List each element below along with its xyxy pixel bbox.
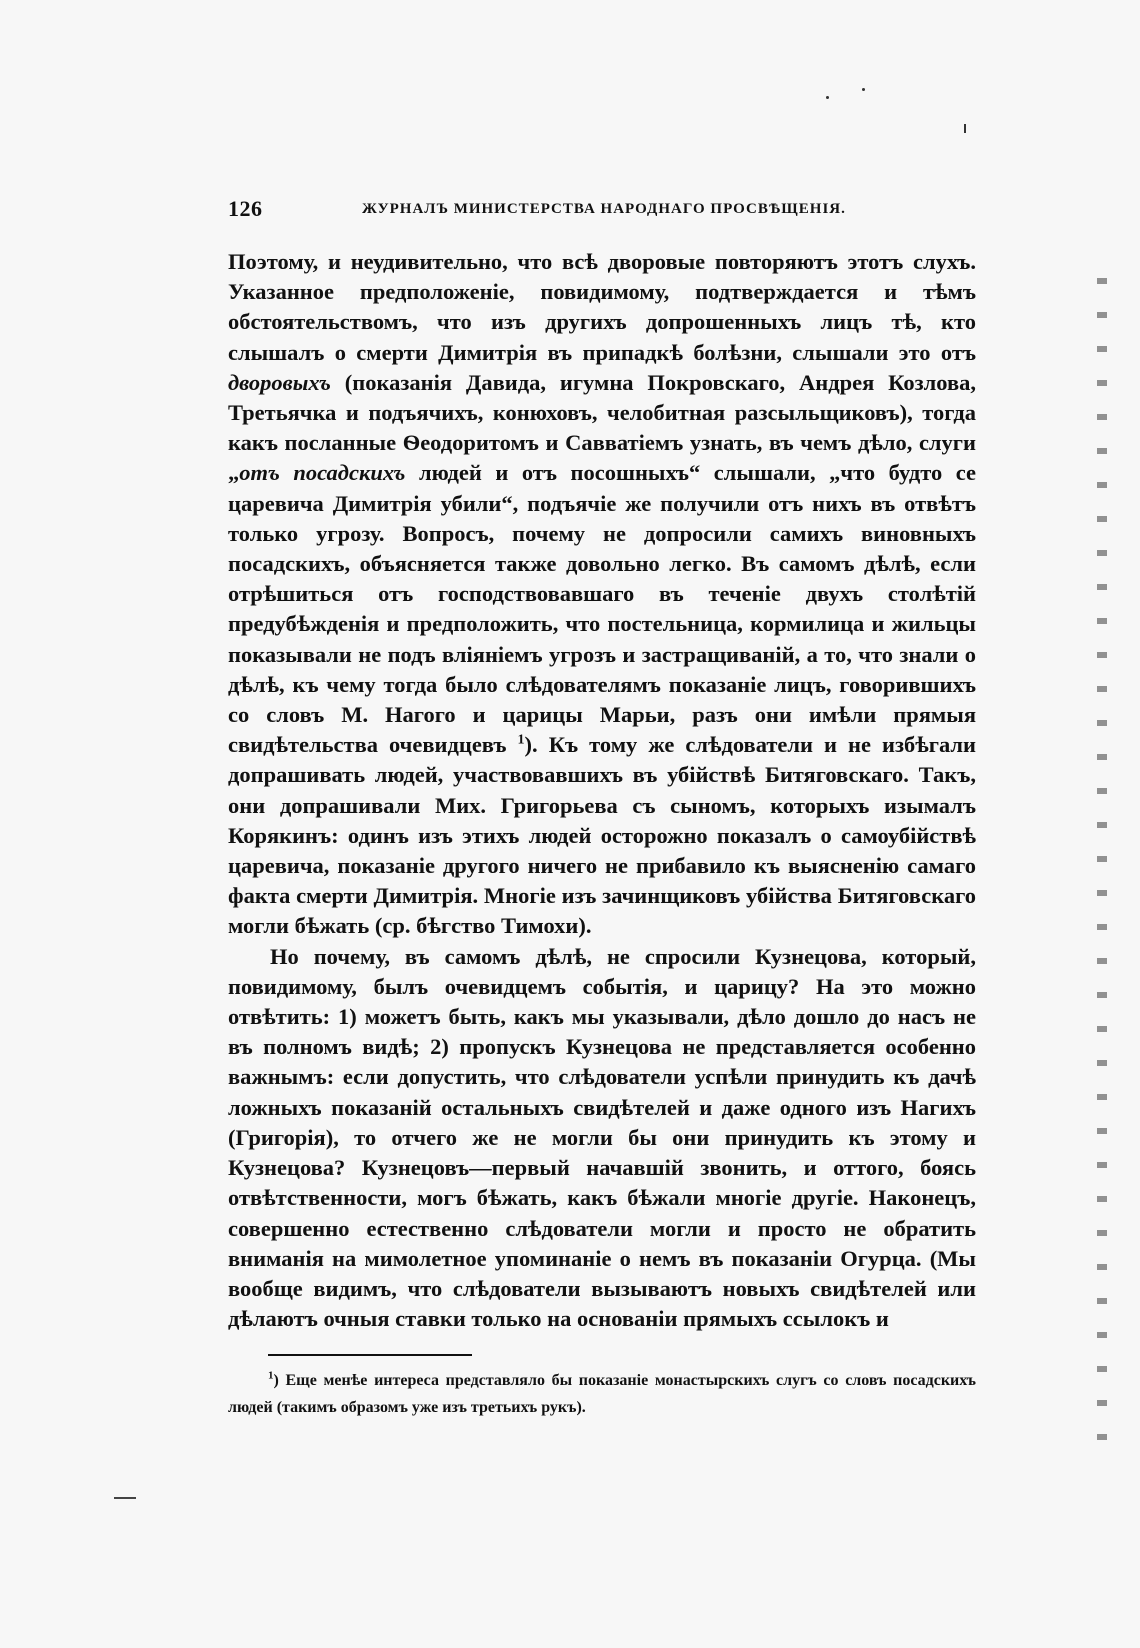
footnote-text: ) Еще менѣе интереса представляло бы показаніе монастырскихъ слугъ со словъ посадскихъ людей (такимъ образомъ уже изъ третьихъ рукъ). <box>228 1372 976 1416</box>
scan-speck <box>862 88 865 91</box>
italic-phrase-dvorovykh: дворовыхъ <box>228 369 331 395</box>
running-header <box>228 196 960 226</box>
scan-dash-artifact <box>114 1497 136 1499</box>
footnote-divider <box>268 1354 472 1356</box>
paragraph-2: Но почему, въ самомъ дѣлѣ, не спросили Кузнецова, который, повидимому, былъ очевидцемъ событія, и царицу? На это можно отвѣтить: 1) можетъ быть, какъ мы указывали, дѣло дошло до насъ не въ полномъ видѣ; 2) пропускъ Кузнецова не представляется особенно важнымъ: если допустить, что слѣдователи успѣли принудить къ дачѣ ложныхъ показаній остальныхъ свидѣтелей и даже одного изъ Нагихъ (Григорія), то отчего же не могли бы они принудить къ этому и Кузнецова? Кузнецовъ—первый начавшій звонить, и оттого, боясь отвѣтственности, могъ бѣжать, какъ бѣжали многіе другіе. Наконецъ, совершенно естественно слѣдователи могли и просто не обратить вниманія на мимолетное упоминаніе о немъ въ показаніи Огурца. (Мы вообще видимъ, что слѣдователи вызываютъ новыхъ свидѣтелей или дѣлаютъ очныя ставки только на основаніи прямыхъ ссылокъ и <box>228 943 976 1332</box>
paragraph-1-part-a: Поэтому, и неудивительно, что всѣ дворовые повторяютъ этотъ слухъ. Указанное предположеніе, повидимому, подтверждается и тѣмъ обстоятельствомъ, что изъ другихъ допрошенныхъ лицъ тѣ, кто слышалъ о смерти Димитрія въ припадкѣ болѣзни, слышали это отъ <box>228 249 976 365</box>
scan-speck <box>964 124 966 133</box>
footnote-reference: 1 <box>517 732 525 748</box>
paragraph-1-part-b: (показанія Давида, игумна Покровскаго, Андрея Козлова, Третьячка и подъячихъ, конюховъ, челобитная разсыльщиковъ), тогда какъ посланные Ѳеодоритомъ и Савватіемъ узнать, въ чемъ дѣло, слуги „ <box>228 369 976 486</box>
scan-edge-artifact <box>1097 260 1107 1440</box>
body-text <box>228 247 976 1334</box>
footnote <box>228 1367 976 1421</box>
paragraph-1-part-d: ). Къ тому же слѣдователи и не избѣгали допрашивать людей, участвовавшихъ въ убійствѣ Битяговскаго. Такъ, они допрашивали Мих. Григорьева съ сыномъ, которыхъ изымалъ Корякинъ: одинъ изъ этихъ людей осторожно показалъ о самоубійствѣ царевича, показаніе другого ничего не прибавило къ выясненію самаго факта смерти Димитрія. Многіе изъ зачинщиковъ убійства Битяговскаго могли бѣжать (ср. бѣгство Тимохи). <box>228 732 977 939</box>
journal-title: ЖУРНАЛЪ МИНИСТЕРСТВА НАРОДНАГО ПРОСВѢЩЕНІЯ. <box>362 201 846 217</box>
paragraph-1-part-c: людей и отъ посошныхъ“ слышали, „что будто се царевича Димитрія убили“, подъячіе же получили отъ нихъ въ отвѣтъ только угрозу. Вопросъ, почему не допросили самихъ виновныхъ посадскихъ, объясняется также довольно легко. Въ самомъ дѣлѣ, если отрѣшиться отъ господствовавшаго въ теченіе двухъ столѣтій предубѣжденія и предположить, что постельница, кормилица и жильцы показывали не подъ вліяніемъ угрозъ и застращиваній, а то, что знали о дѣлѣ, къ чему тогда было слѣдователямъ показаніе лицъ, говорившихъ со словъ М. Нагого и царицы Марьи, разъ они имѣли прямыя свидѣтельства очевидцевъ <box>228 460 976 758</box>
paragraph-1 <box>228 247 976 942</box>
footnote-marker: 1 <box>268 1369 274 1382</box>
italic-phrase-posadskikh: отъ посадскихъ <box>239 460 406 486</box>
scan-speck <box>826 96 829 99</box>
page-number: 126 <box>228 196 263 221</box>
